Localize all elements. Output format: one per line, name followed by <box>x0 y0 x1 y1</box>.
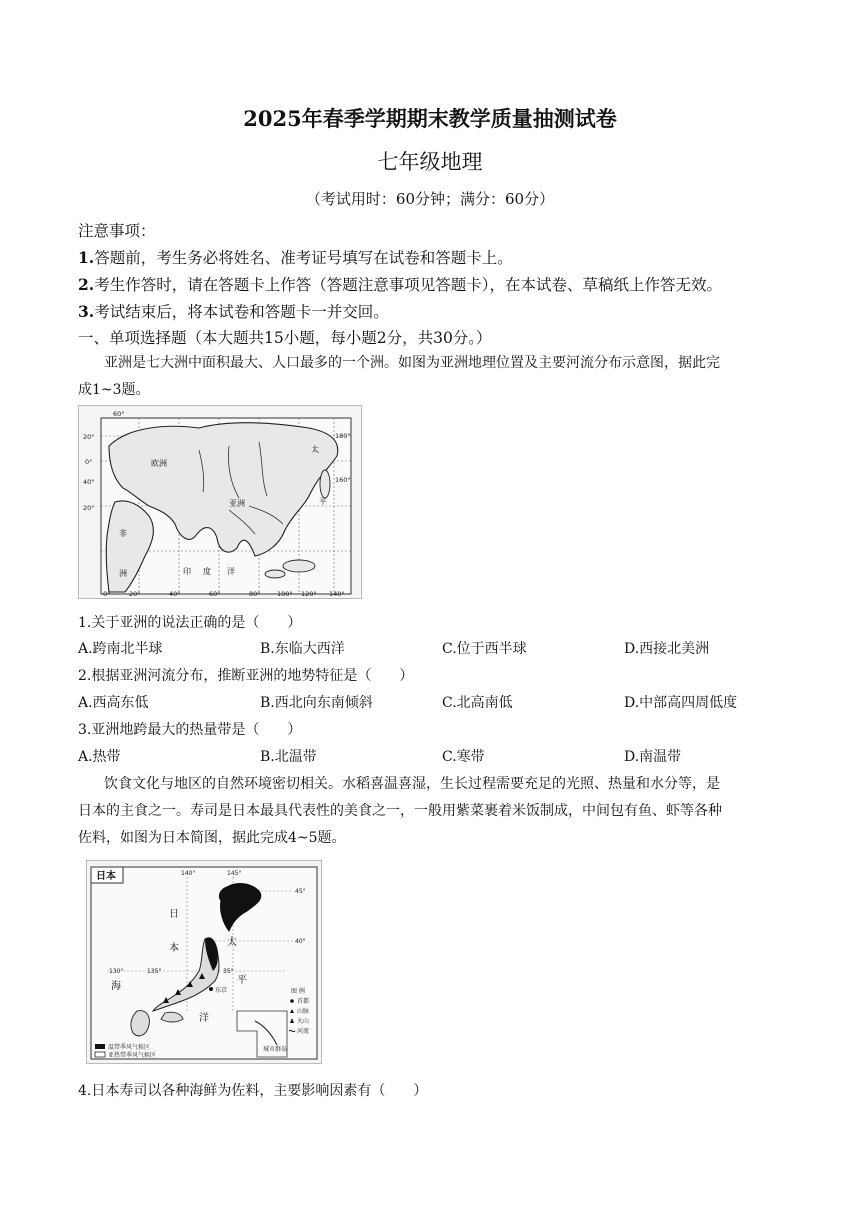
label-lon-40: 40° <box>169 590 181 598</box>
label-lon-100: 100° <box>277 590 293 598</box>
label-africa-2: 洲 <box>119 569 127 578</box>
asia-map <box>78 405 362 599</box>
label-lat-35: 35° <box>223 968 234 975</box>
label-lat-20n: 20° <box>83 433 95 441</box>
q2-option-c[interactable]: C.北高南低 <box>442 695 513 711</box>
passage-2-line-1: 饮食文化与地区的自然环境密切相关。水稻喜温喜湿，生长过程需要充足的光照、热量和水分等，是 <box>104 776 720 792</box>
legend-a: 温带季风气候区 <box>108 1044 151 1051</box>
label-indian-1: 印 <box>183 567 191 576</box>
legend-title: 图 例 <box>291 988 305 995</box>
label-lat-20s: 20° <box>83 504 95 512</box>
japan-map <box>86 860 322 1064</box>
label-lon-20: 20° <box>129 590 141 598</box>
q1-option-c[interactable]: C.位于西半球 <box>442 641 527 657</box>
q2-option-a[interactable]: A.西高东低 <box>78 695 149 711</box>
label-pacific-2: 平 <box>319 497 327 506</box>
question-1-stem: 1.关于亚洲的说法正确的是（ ） <box>78 615 302 631</box>
label-sea-2: 本 <box>169 943 179 954</box>
q1-option-a[interactable]: A.跨南北半球 <box>78 641 163 657</box>
label-ocean-3: 洋 <box>199 1013 209 1024</box>
note-item-1: 1.答题前，考生务必将姓名、准考证号填写在试卷和答题卡上。 <box>78 248 513 267</box>
label-lon-120: 120° <box>301 590 317 598</box>
label-ocean-1: 太 <box>227 937 237 948</box>
label-lon-180: 180° <box>335 432 351 440</box>
section-1-heading: 一、单项选择题（本大题共15小题，每小题2分，共30分。） <box>78 329 492 347</box>
question-3-stem: 3.亚洲地跨最大的热量带是（ ） <box>78 722 302 738</box>
passage-2-line-3: 佐料，如图为日本简图，据此完成4~5题。 <box>78 830 346 846</box>
notes-heading: 注意事项： <box>78 222 156 240</box>
label-ocean-2: 平 <box>237 975 247 986</box>
label-scale: 城市群岛 <box>263 1046 288 1053</box>
passage-2-line-2: 日本的主食之一。寿司是日本最具代表性的美食之一，一般用紫菜裹着米饭制成，中间包有鱼、虾等各种 <box>78 803 722 819</box>
label-lon-0: 0° <box>103 590 111 598</box>
label-asia: 亚洲 <box>229 499 245 508</box>
label-lon-60: 60° <box>209 590 221 598</box>
passage-1-line-1: 亚洲是七大洲中面积最大、人口最多的一个洲。如图为亚洲地理位置及主要河流分布示意图，据此完 <box>104 355 720 371</box>
label-lon-160: 160° <box>335 476 351 484</box>
q3-option-d[interactable]: D.南温带 <box>624 749 682 765</box>
exam-subtitle: 七年级地理 <box>377 150 483 174</box>
label-lat-top: 60° <box>113 410 125 418</box>
label-africa-1: 非 <box>119 529 127 538</box>
label-indian-3: 洋 <box>227 567 235 576</box>
label-pacific-1: 太 <box>311 445 319 454</box>
label-lon-145: 145° <box>227 870 242 877</box>
japan-map-title: 日本 <box>96 871 116 882</box>
q1-option-d[interactable]: D.西接北美洲 <box>624 641 710 657</box>
note-item-3: 3.考试结束后，将本试卷和答题卡一并交回。 <box>78 302 389 321</box>
label-sea-1: 日 <box>169 909 179 920</box>
label-sea-3: 海 <box>111 981 121 992</box>
exam-info: （考试用时：60分钟；满分：60分） <box>305 190 555 208</box>
q2-option-b[interactable]: B.西北向东南倾斜 <box>260 695 373 711</box>
legend-mountain: 山脉 <box>297 1008 310 1015</box>
q1-option-b[interactable]: B.东临大西洋 <box>260 641 345 657</box>
legend-capital: 首都 <box>297 998 310 1005</box>
label-lon-140: 140° <box>329 590 345 598</box>
q3-option-b[interactable]: B.北温带 <box>260 749 317 765</box>
label-lon-140: 140° <box>181 870 196 877</box>
label-lon-130: 130° <box>109 968 124 975</box>
label-tokyo: 东京 <box>215 987 228 994</box>
legend-river: 河流 <box>297 1028 310 1035</box>
legend-volcano: 火山 <box>297 1018 310 1025</box>
q3-option-a[interactable]: A.热带 <box>78 749 121 765</box>
q2-option-d[interactable]: D.中部高四周低度 <box>624 695 738 711</box>
label-lat-40: 40° <box>83 478 95 486</box>
label-europe: 欧洲 <box>151 459 167 468</box>
label-lat-45: 45° <box>295 888 306 895</box>
legend-b: 亚热带季风气候区 <box>108 1052 157 1059</box>
label-indian-2: 度 <box>203 567 211 576</box>
label-lat-40: 40° <box>295 938 306 945</box>
label-lon-135: 135° <box>147 968 162 975</box>
label-lat-0: 0° <box>85 458 93 466</box>
question-2-stem: 2.根据亚洲河流分布，推断亚洲的地势特征是（ ） <box>78 668 414 684</box>
note-item-2: 2.考生作答时，请在答题卡上作答（答题注意事项见答题卡），在本试卷、草稿纸上作答无效。 <box>78 275 722 294</box>
label-lon-80: 80° <box>249 590 261 598</box>
exam-title: 2025年春季学期期末教学质量抽测试卷 <box>243 106 617 131</box>
question-4-stem: 4.日本寿司以各种海鲜为佐料，主要影响因素有（ ） <box>78 1083 428 1099</box>
q3-option-c[interactable]: C.寒带 <box>442 749 485 765</box>
passage-1-line-2: 成1~3题。 <box>78 382 150 398</box>
